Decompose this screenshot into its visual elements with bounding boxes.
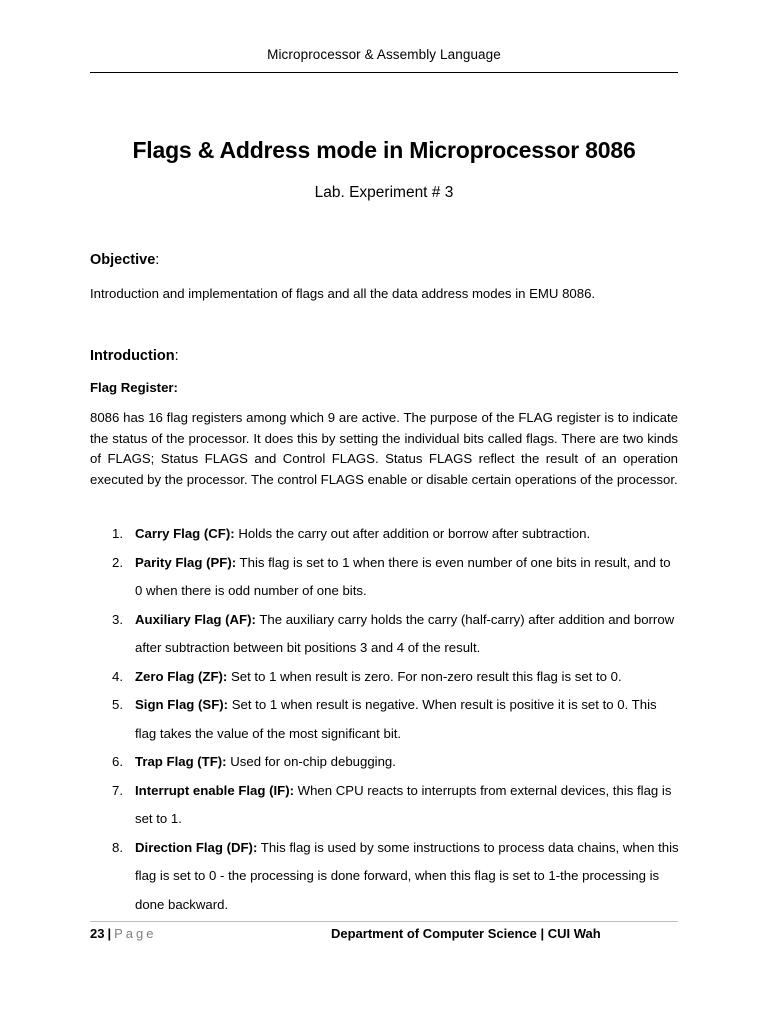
footer-divider: [90, 921, 678, 922]
flag-item: [90, 691, 680, 748]
page-word: Page: [114, 926, 157, 941]
flag-item-number: 2.: [112, 554, 123, 570]
objective-heading-label: Objective: [90, 252, 156, 268]
flag-item-name: Sign Flag (SF):: [135, 697, 229, 712]
flag-item: [90, 777, 680, 834]
flag-item-number: 8.: [112, 839, 123, 855]
page-title: Flags & Address mode in Microprocessor 8086: [132, 137, 636, 163]
flag-item-name: Zero Flag (ZF):: [135, 668, 228, 684]
objective-heading-colon: :: [155, 252, 160, 268]
flag-item-number: 3.: [112, 611, 123, 627]
flag-item-name: Auxiliary Flag (AF):: [135, 611, 256, 627]
flag-register-paragraph: 8086 has 16 flag registers among which 9 are active. The purpose of the FLAG register is to indicate the status of the processor. It does this by setting the individual bits called flags. There are two kinds of FLAGS; Status FLAGS and Control FLAGS. Status FLAGS reflect the result of an operation executed by the processor. The control FLAGS enable or disable certain operations of the processor.: [90, 410, 678, 487]
flag-item-description: This flag is used by some instructions to process data chains, when this flag is set to 0 - the processing is done forward, when this flag is set to 1-the processing is done backward.: [135, 839, 679, 912]
flag-item-name: Direction Flag (DF):: [135, 839, 258, 855]
objective-heading: [90, 252, 159, 268]
header-divider: [90, 72, 678, 73]
running-header: Microprocessor & Assembly Language: [267, 47, 501, 62]
page-subtitle: Lab. Experiment # 3: [314, 184, 454, 201]
flag-item-description: Used for on-chip debugging.: [226, 754, 396, 769]
flag-list: [90, 520, 680, 919]
flag-register-heading: Flag Register:: [90, 380, 178, 395]
introduction-heading-label: Introduction: [90, 348, 175, 364]
objective-text: Introduction and implementation of flags and all the data address modes in EMU 8086.: [90, 286, 596, 301]
flag-item-description: When CPU reacts to interrupts from external devices, this flag is set to 1.: [135, 782, 672, 826]
introduction-heading-colon: :: [174, 348, 179, 364]
flag-item: [90, 520, 680, 549]
flag-item-description: Set to 1 when result is negative. When result is positive it is set to 0. This flag takes the value of the most significant bit.: [135, 697, 657, 741]
flag-item-description: This flag is set to 1 when there is even number of one bits in result, and to 0 when there is odd number of one bits.: [135, 554, 671, 598]
flag-item: [90, 606, 680, 663]
flag-item-name: Interrupt enable Flag (IF):: [135, 782, 294, 798]
flag-item-name: Trap Flag (TF):: [135, 754, 227, 769]
flag-item: [90, 549, 680, 606]
flag-item-number: 7.: [112, 782, 123, 798]
flag-item: [90, 834, 680, 920]
flag-item-description: Set to 1 when result is zero. For non-zero result this flag is set to 0.: [227, 668, 622, 684]
page-number: 23: [90, 926, 105, 941]
flag-item-description: The auxiliary carry holds the carry (half-carry) after addition and borrow after subtraction between bit positions 3 and 4 of the result.: [135, 611, 675, 655]
flag-item-number: 1.: [112, 526, 123, 541]
flag-item: [90, 663, 680, 692]
flag-item-description: Holds the carry out after addition or borrow after subtraction.: [234, 526, 591, 541]
page-number-separator: |: [107, 926, 112, 941]
flag-item-name: Parity Flag (PF):: [135, 554, 237, 570]
flag-item-number: 5.: [112, 697, 123, 712]
introduction-heading: [90, 348, 179, 364]
flag-item: [90, 748, 680, 777]
footer-department: Department of Computer Science | CUI Wah: [331, 926, 601, 941]
flag-item-number: 6.: [112, 754, 123, 769]
flag-item-number: 4.: [112, 668, 123, 684]
flag-item-name: Carry Flag (CF):: [135, 526, 235, 541]
page-number-block: [90, 926, 156, 941]
